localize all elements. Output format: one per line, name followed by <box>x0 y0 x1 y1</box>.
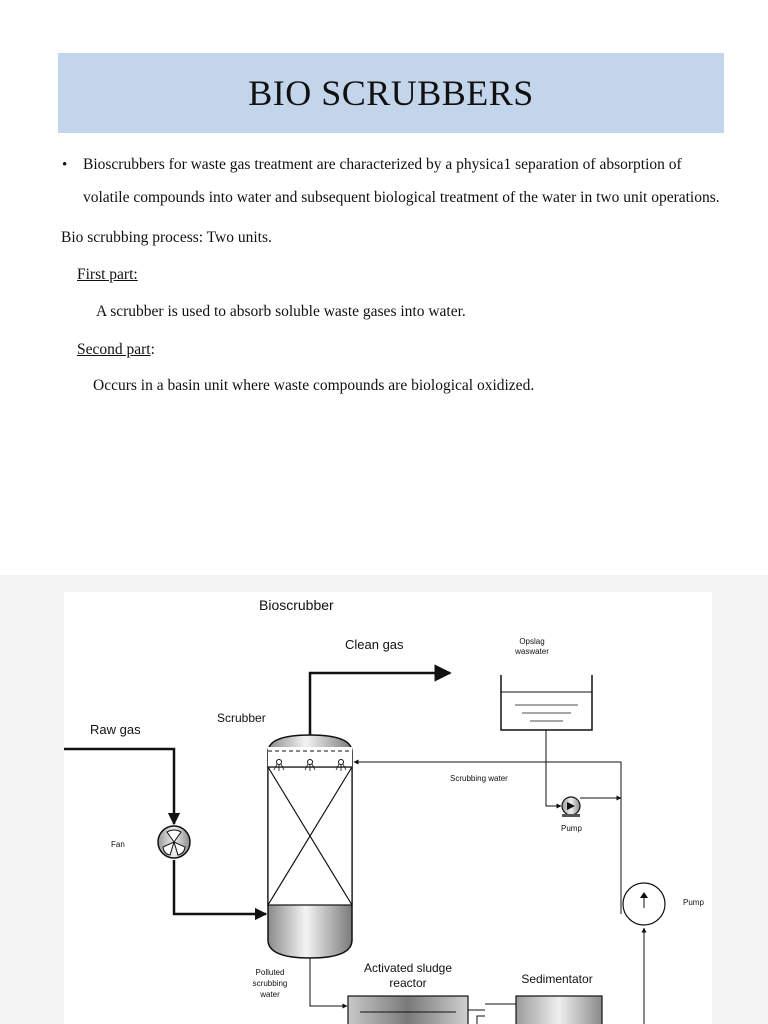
activated-sludge-reactor <box>348 996 468 1024</box>
second-part-text: Occurs in a basin unit where waste compounds are biological oxidized. <box>93 377 535 394</box>
sedimentator-label: Sedimentator <box>521 972 593 986</box>
scrubber-label: Scrubber <box>217 711 266 725</box>
sludge-recycle-line <box>477 1016 485 1024</box>
bullet-line-1: Bioscrubbers for waste gas treatment are characterized by a physica1 separation of absorption of <box>83 156 682 173</box>
raw-gas-pipe <box>64 749 174 824</box>
opslag-label-line2: waswater <box>515 647 549 656</box>
diagram-title: Bioscrubber <box>259 597 334 613</box>
clean-gas-label: Clean gas <box>345 637 404 652</box>
fan-outlet-pipe <box>174 860 266 914</box>
polluted-label-line3: water <box>260 990 280 999</box>
polluted-water-line <box>310 958 347 1006</box>
storage-tank <box>501 675 592 730</box>
second-part-heading-line <box>77 341 155 359</box>
second-part-heading: Second part <box>77 341 151 358</box>
sedimentator-tank <box>516 996 602 1024</box>
pump-top-label: Pump <box>561 824 582 833</box>
activated-sludge-label-line1: Activated sludge <box>363 961 453 975</box>
scrubbing-water-line <box>354 762 621 914</box>
raw-gas-label: Raw gas <box>90 722 141 737</box>
diagram-svg <box>64 592 712 1024</box>
clean-gas-pipe <box>310 673 450 737</box>
tank-outlet-line <box>546 730 561 806</box>
scrubbing-water-label: Scrubbing water <box>450 774 508 783</box>
slide-title: BIO SCRUBBERS <box>248 73 534 113</box>
polluted-label-line2: scrubbing <box>252 979 288 988</box>
pump-top-icon <box>562 797 580 817</box>
second-part-colon: : <box>150 341 155 358</box>
pump-right-icon <box>623 883 665 925</box>
title-banner <box>58 53 724 133</box>
bullet-line-2: volatile compounds into water and subsequent biological treatment of the water in two unit operations. <box>83 189 720 206</box>
process-line: Bio scrubbing process: Two units. <box>61 229 272 246</box>
opslag-label-line1: Opslag <box>519 637 545 646</box>
bioscrubber-diagram <box>64 592 712 1024</box>
fan-icon <box>158 826 190 858</box>
pump-right-label: Pump <box>683 898 704 907</box>
first-part-text: A scrubber is used to absorb soluble waste gases into water. <box>96 303 466 320</box>
fan-label: Fan <box>111 840 125 849</box>
activated-sludge-label-line2: reactor <box>389 976 427 990</box>
first-part-heading: First part: <box>77 266 138 283</box>
polluted-label-line1: Polluted <box>255 968 285 977</box>
bullet-marker: • <box>62 157 68 173</box>
